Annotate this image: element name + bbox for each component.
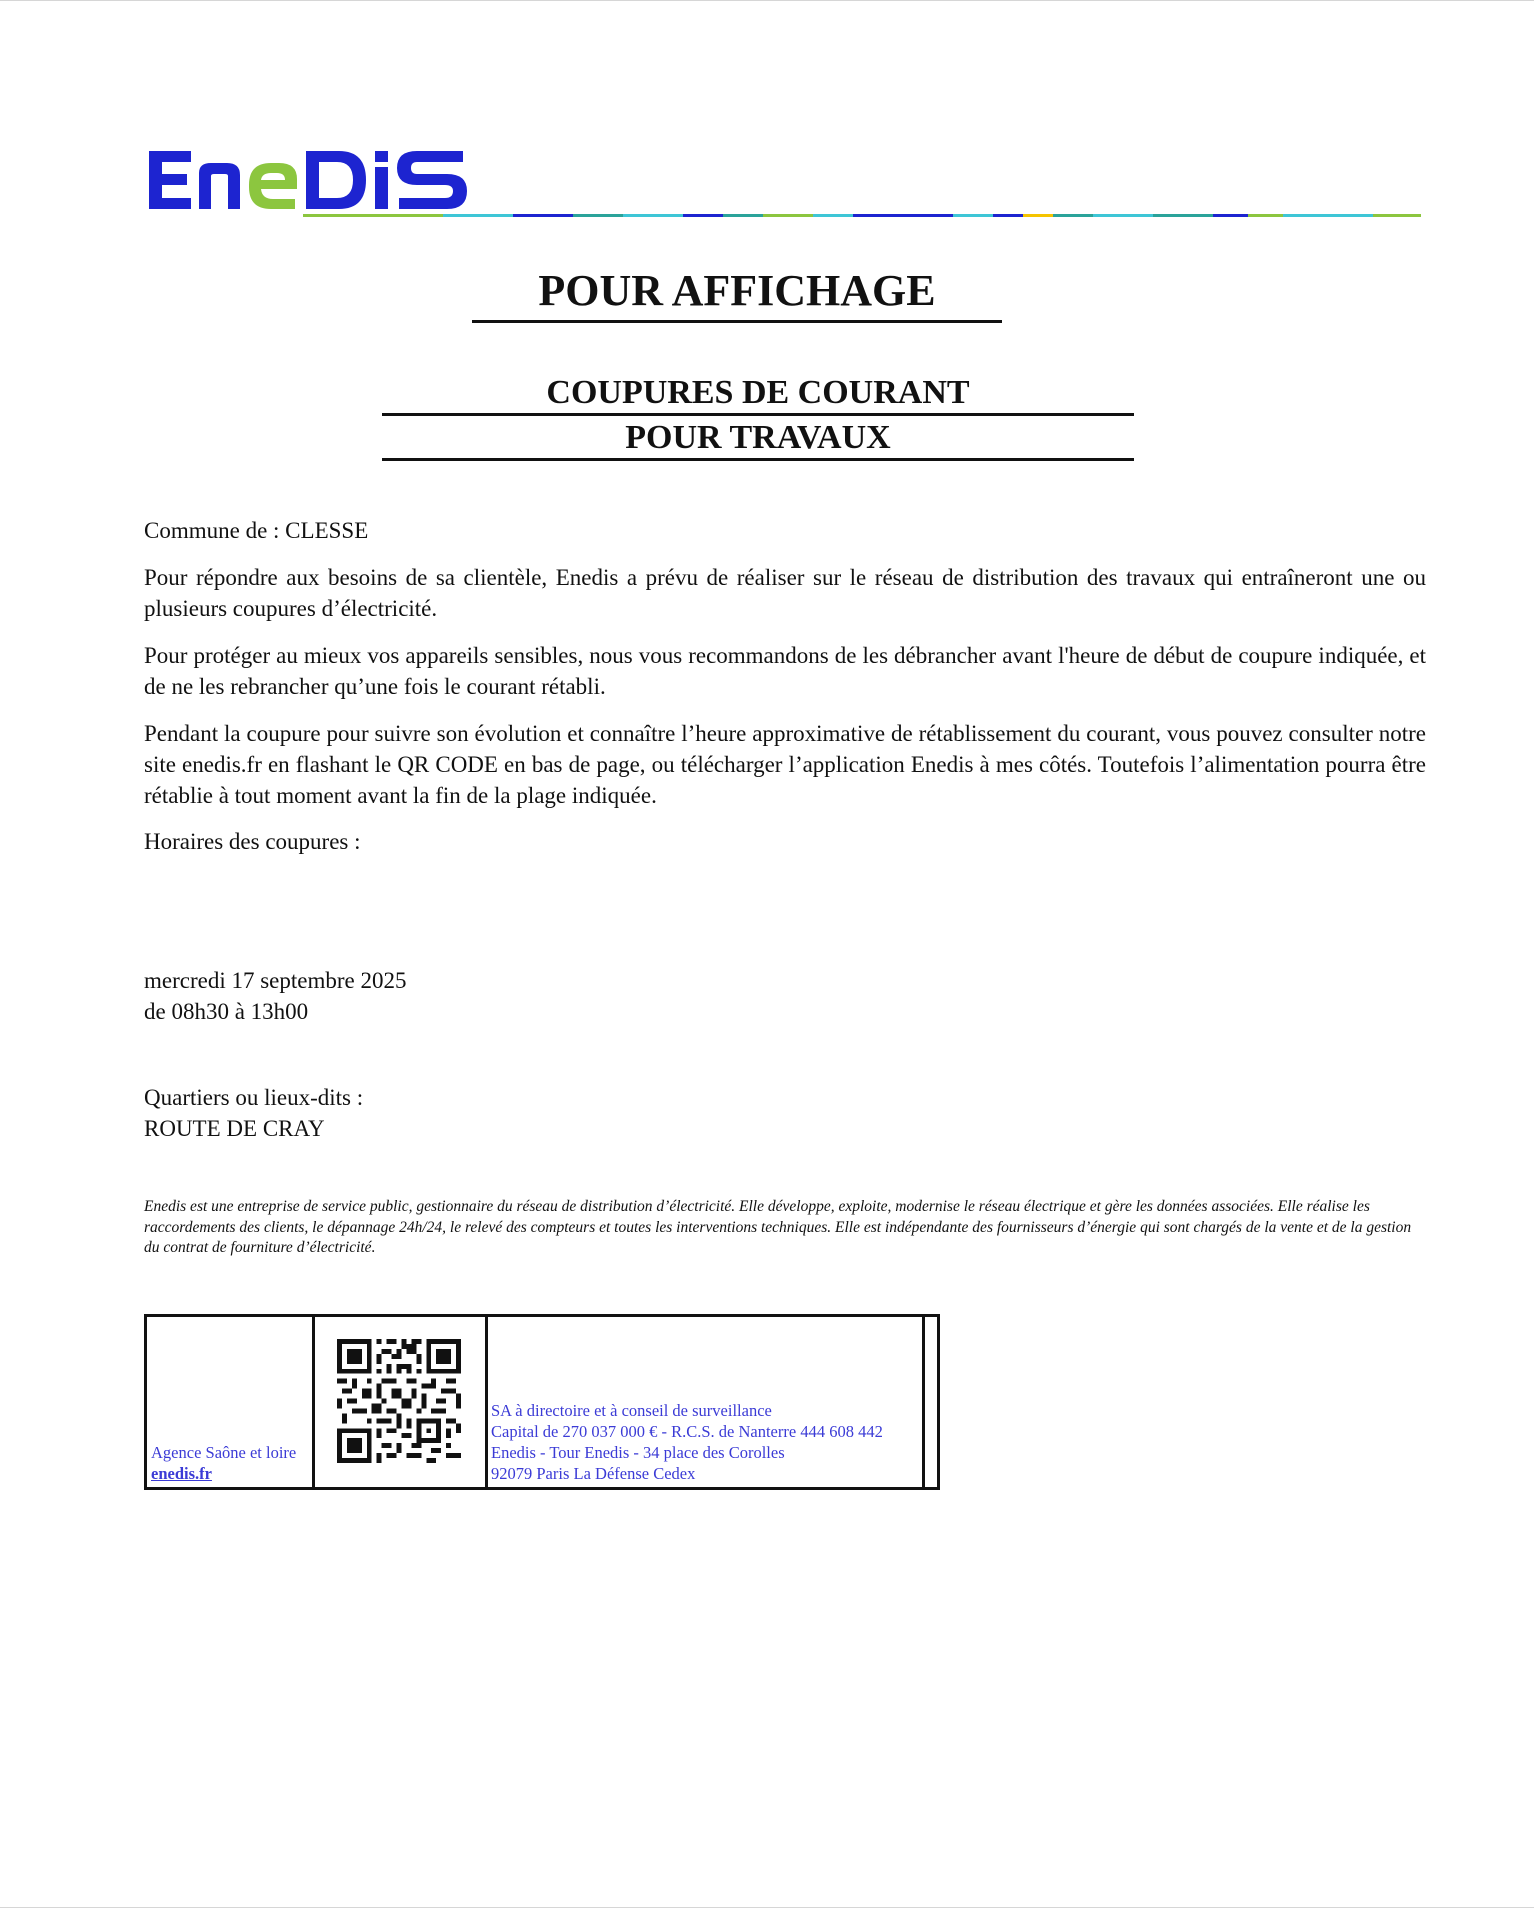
qr-code-icon[interactable] [337,1339,461,1463]
footer-table [144,1314,940,1490]
agency-block [151,1442,296,1484]
legal-line-3: Enedis - Tour Enedis - 34 place des Corolles [491,1443,785,1462]
company-disclaimer: Enedis est une entreprise de service public, gestionnaire du réseau de distribution d’électricité. Elle développe, exploite, modernise le réseau électrique et gère les données associées. Elle réalise les raccordements des clients, le dépannage 24h/24, le relevé des compteurs et toutes les interventions techniques. Elle est indépendante des fournisseurs d’énergie qui sont chargés de la vente et de la gestion du contrat de fourniture d’électricité. [144,1198,1412,1256]
legal-block [491,1400,883,1484]
legal-line-1: SA à directoire et à conseil de surveillance [491,1401,772,1420]
page-title: POUR AFFICHAGE [472,262,1002,323]
subtitle-line-1: COUPURES DE COURANT [382,373,1134,416]
paragraph-follow-up: Pendant la coupure pour suivre son évolution et connaître l’heure approximative de rétablissement du courant, vous pouvez consulter notre site enedis.fr en flashant le QR CODE en bas de page, ou télécharger l’application Enedis à mes côtés. Toutefois l’alimentation pourra être rétablie à tout moment avant la fin de la plage indiquée. [144,721,1426,808]
subtitle-line-2: POUR TRAVAUX [382,418,1134,461]
agency-name: Agence Saône et loire [151,1443,297,1462]
schedule-label: Horaires des coupures : [144,829,361,854]
legal-line-2: Capital de 270 037 000 € - R.C.S. de Nanterre 444 608 442 [491,1422,883,1441]
subtitle-block [382,373,1134,463]
locations-label: Quartiers ou lieux-dits : [144,1085,364,1110]
brand-color-line [303,214,1421,217]
enedis-logo [145,145,471,215]
commune-label: Commune de : CLESSE [144,518,369,543]
schedule-date: mercredi 17 septembre 2025 [144,968,407,993]
location-value: ROUTE DE CRAY [144,1116,325,1141]
website-link[interactable]: enedis.fr [151,1464,212,1483]
paragraph-protection: Pour protéger au mieux vos appareils sensibles, nous vous recommandons de les débrancher avant l'heure de début de coupure indiquée, et de ne les rebrancher qu’une fois le courant rétabli. [144,643,1426,699]
paragraph-needs: Pour répondre aux besoins de sa clientèle, Enedis a prévu de réaliser sur le réseau de distribution des travaux qui entraîneront une ou plusieurs coupures d’électricité. [144,565,1426,621]
legal-line-4: 92079 Paris La Défense Cedex [491,1464,696,1483]
footer-end-cell [925,1317,937,1487]
footer-qr-cell [315,1317,488,1487]
footer-legal-cell [488,1317,925,1487]
schedule-time: de 08h30 à 13h00 [144,999,309,1024]
footer-agency-cell [147,1317,315,1487]
